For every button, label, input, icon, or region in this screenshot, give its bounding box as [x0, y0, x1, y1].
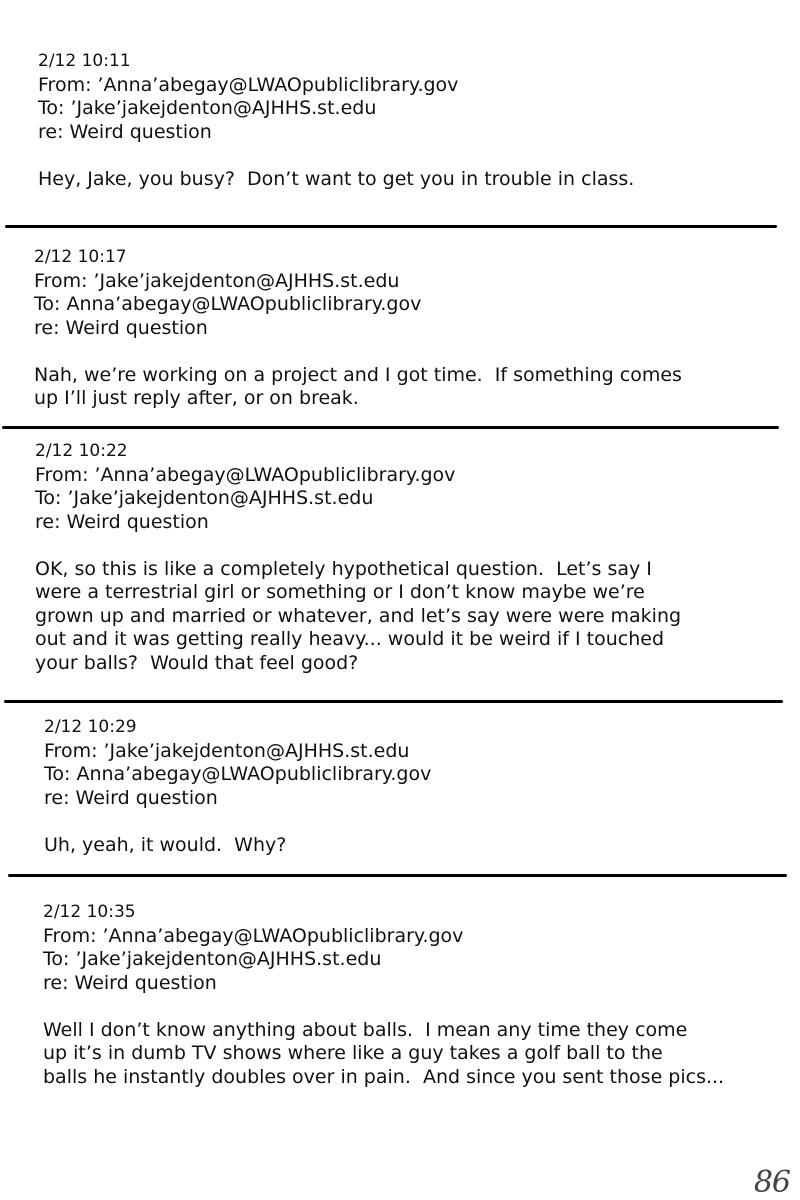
- email-body-line: up I’ll just reply after, or on break.: [34, 387, 359, 409]
- email-body-line: Hey, Jake, you busy? Don’t want to get you in trouble in class.: [38, 167, 635, 190]
- email-body-line: Nah, we’re working on a project and I got time. If something comes: [34, 363, 682, 386]
- email-message: [0, 246, 800, 411]
- message-divider: [5, 225, 777, 228]
- page-number: 86: [753, 1165, 790, 1200]
- email-timestamp: 2/12 10:22: [35, 441, 128, 461]
- email-body-line: your balls? Would that feel good?: [35, 651, 359, 674]
- message-divider: [2, 426, 779, 429]
- email-subject: re: Weird question: [43, 971, 217, 994]
- email-body-line: OK, so this is like a completely hypothetical question. Let’s say I: [35, 557, 652, 580]
- email-to: To: ’Jake’jakejdenton@AJHHS.st.edu: [38, 97, 377, 119]
- email-body-line: balls he instantly doubles over in pain. And since you sent those pics...: [43, 1065, 725, 1088]
- email-from: From: ’Anna’abegay@LWAOpubliclibrary.gov: [38, 73, 459, 96]
- email-body-line: grown up and married or whatever, and let’s say were were making: [35, 604, 682, 627]
- message-divider: [4, 700, 783, 703]
- email-timestamp: 2/12 10:29: [44, 717, 137, 737]
- email-message: [0, 50, 800, 191]
- email-timestamp: 2/12 10:11: [38, 51, 131, 71]
- email-body-line: were a terrestrial girl or something or I don’t know maybe we’re: [35, 581, 645, 603]
- email-to: To: Anna’abegay@LWAOpubliclibrary.gov: [44, 763, 432, 785]
- email-to: To: ’Jake’jakejdenton@AJHHS.st.edu: [43, 948, 382, 970]
- email-body: [43, 1019, 800, 1090]
- email-timestamp: 2/12 10:35: [43, 902, 136, 922]
- email-body: [34, 364, 800, 411]
- email-body-line: up it’s in dumb TV shows where like a guy takes a golf ball to the: [43, 1042, 663, 1064]
- email-from: From: ’Jake’jakejdenton@AJHHS.st.edu: [34, 269, 400, 292]
- email-body-line: out and it was getting really heavy... would it be weird if I touched: [35, 628, 665, 650]
- email-subject: re: Weird question: [35, 510, 209, 533]
- email-subject: re: Weird question: [38, 120, 212, 143]
- email-message: [0, 901, 800, 1089]
- email-body: [38, 168, 800, 192]
- email-to: To: Anna’abegay@LWAOpubliclibrary.gov: [34, 293, 422, 315]
- email-from: From: ’Anna’abegay@LWAOpubliclibrary.gov: [43, 924, 464, 947]
- email-to: To: ’Jake’jakejdenton@AJHHS.st.edu: [35, 487, 374, 509]
- message-divider: [8, 874, 787, 877]
- email-from: From: ’Anna’abegay@LWAOpubliclibrary.gov: [35, 463, 456, 486]
- email-body: [35, 558, 800, 676]
- email-message: [0, 440, 800, 675]
- email-timestamp: 2/12 10:17: [34, 247, 127, 267]
- email-message: [0, 716, 800, 857]
- email-subject: re: Weird question: [44, 786, 218, 809]
- email-body: [44, 834, 800, 858]
- email-from: From: ’Jake’jakejdenton@AJHHS.st.edu: [44, 739, 410, 762]
- email-body-line: Well I don’t know anything about balls. I mean any time they come: [43, 1018, 688, 1041]
- email-body-line: Uh, yeah, it would. Why?: [44, 833, 287, 856]
- email-subject: re: Weird question: [34, 316, 208, 339]
